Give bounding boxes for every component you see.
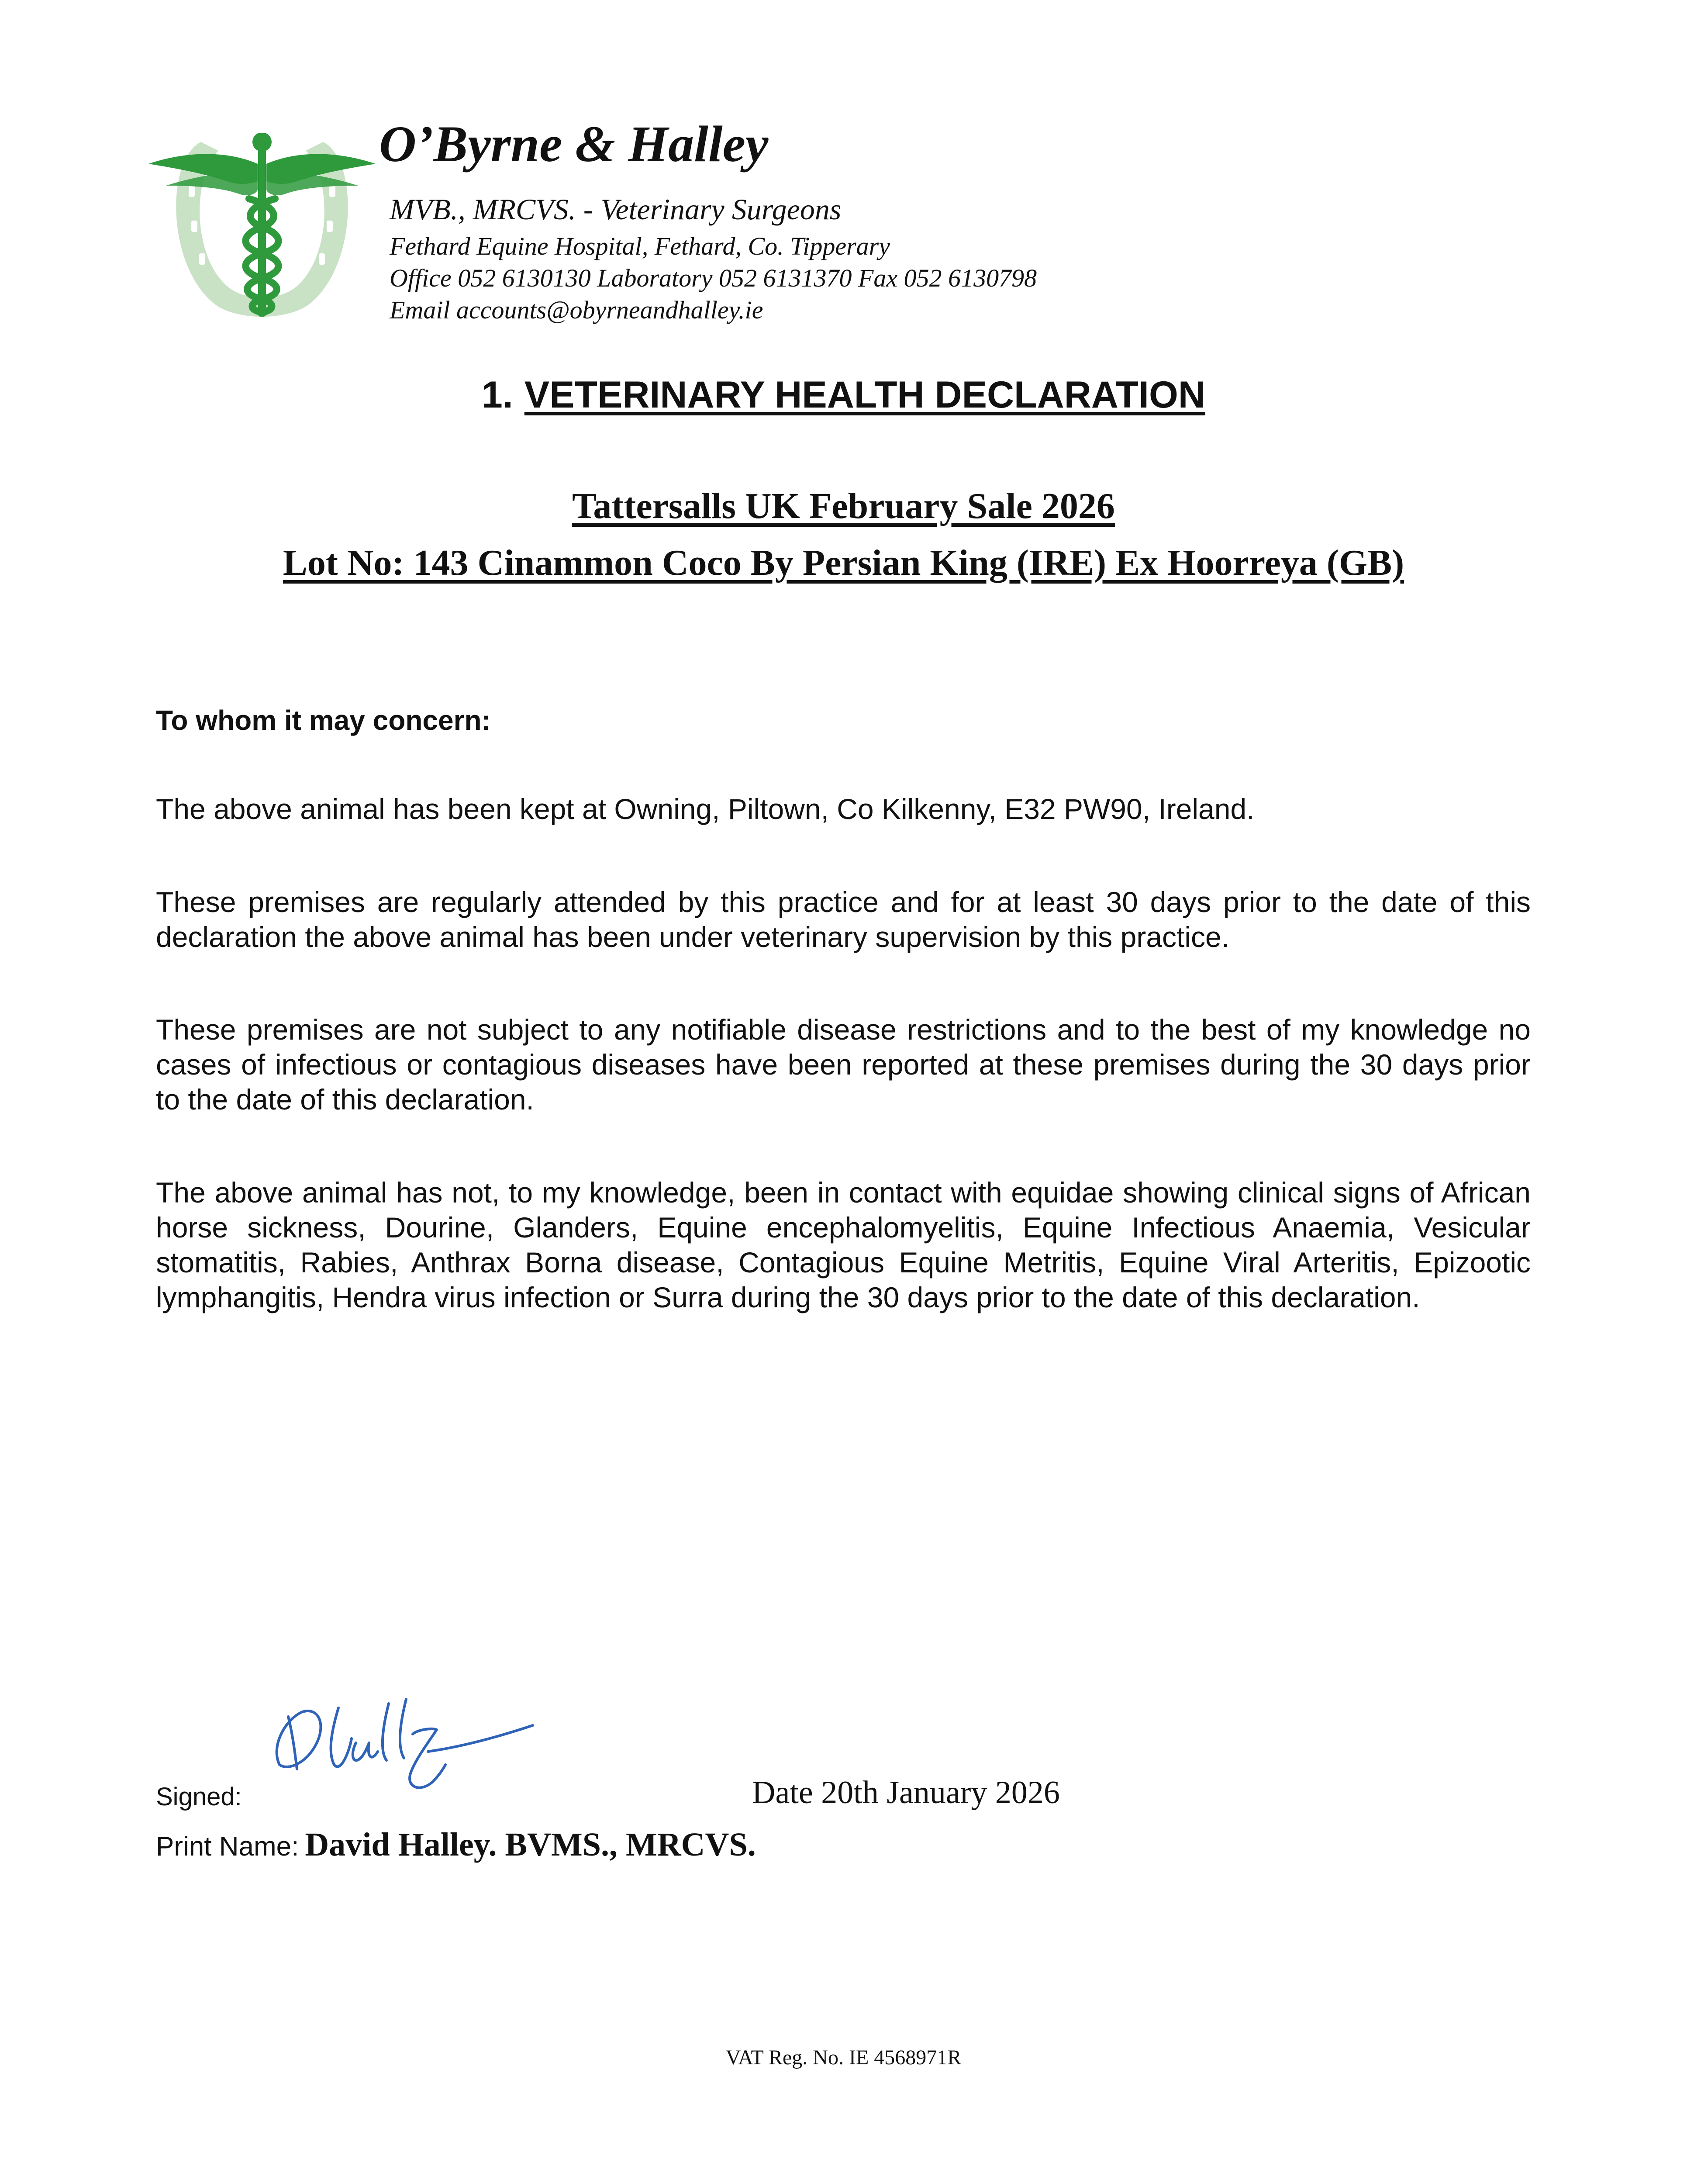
lot-title: Lot No: 143 Cinammon Coco By Persian King (IRE) Ex Hoorreya (GB) — [283, 543, 1404, 583]
sale-title: Tattersalls UK February Sale 2026 — [572, 486, 1115, 526]
paragraph-contact-declaration: The above animal has not, to my knowledge, been in contact with equidae showing clinical signs of African horse sickness, Dourine, Glanders, Equine encephalomyelitis, Equine Infectious Anaemia, Vesicular stomatitis, Rabies, Anthrax Borna disease, Contagious Equine Metritis, Equine Viral Arteritis, Epizootic lymphangitis, Hendra virus infection or Surra during the 30 days prior to the date of this declaration. — [156, 1176, 1531, 1313]
print-name-row — [156, 1826, 756, 1864]
print-name-label: Print Name: — [156, 1832, 299, 1862]
vat-registration: VAT Reg. No. IE 4568971R — [725, 2046, 962, 2069]
practice-qualifications: MVB., MRCVS. - Veterinary Surgeons — [390, 193, 842, 226]
declaration-heading — [0, 373, 1687, 417]
declaration-title: VETERINARY HEALTH DECLARATION — [524, 374, 1205, 416]
declaration-date: Date 20th January 2026 — [752, 1775, 1060, 1811]
paragraph-disease-restrictions: These premises are not subject to any notifiable disease restrictions and to the best of my knowledge no cases of infectious or contagious diseases have been reported at these premises during the 30 days prior to the date of this declaration. — [156, 1013, 1531, 1116]
declaration-number: 1. — [482, 374, 513, 416]
signed-label: Signed: — [156, 1783, 242, 1811]
handwritten-signature — [262, 1686, 542, 1800]
practice-address: Fethard Equine Hospital, Fethard, Co. Tipperary — [390, 232, 890, 260]
salutation: To whom it may concern: — [156, 705, 491, 736]
print-name-value: David Halley. BVMS., MRCVS. — [305, 1826, 756, 1863]
caduceus-horseshoe-logo — [148, 133, 376, 325]
paragraph-premises: The above animal has been kept at Owning, Piltown, Co Kilkenny, E32 PW90, Ireland. — [156, 793, 1255, 825]
practice-email: Email accounts@obyrneandhalley.ie — [390, 296, 763, 324]
paragraph-supervision: These premises are regularly attended by this practice and for at least 30 days prior to the date of this declaration the above animal has been under veterinary supervision by this practice. — [156, 886, 1531, 953]
practice-phone-numbers: Office 052 6130130 Laboratory 052 6131370 Fax 052 6130798 — [390, 264, 1037, 292]
practice-name: O’Byrne & Halley — [379, 115, 769, 173]
